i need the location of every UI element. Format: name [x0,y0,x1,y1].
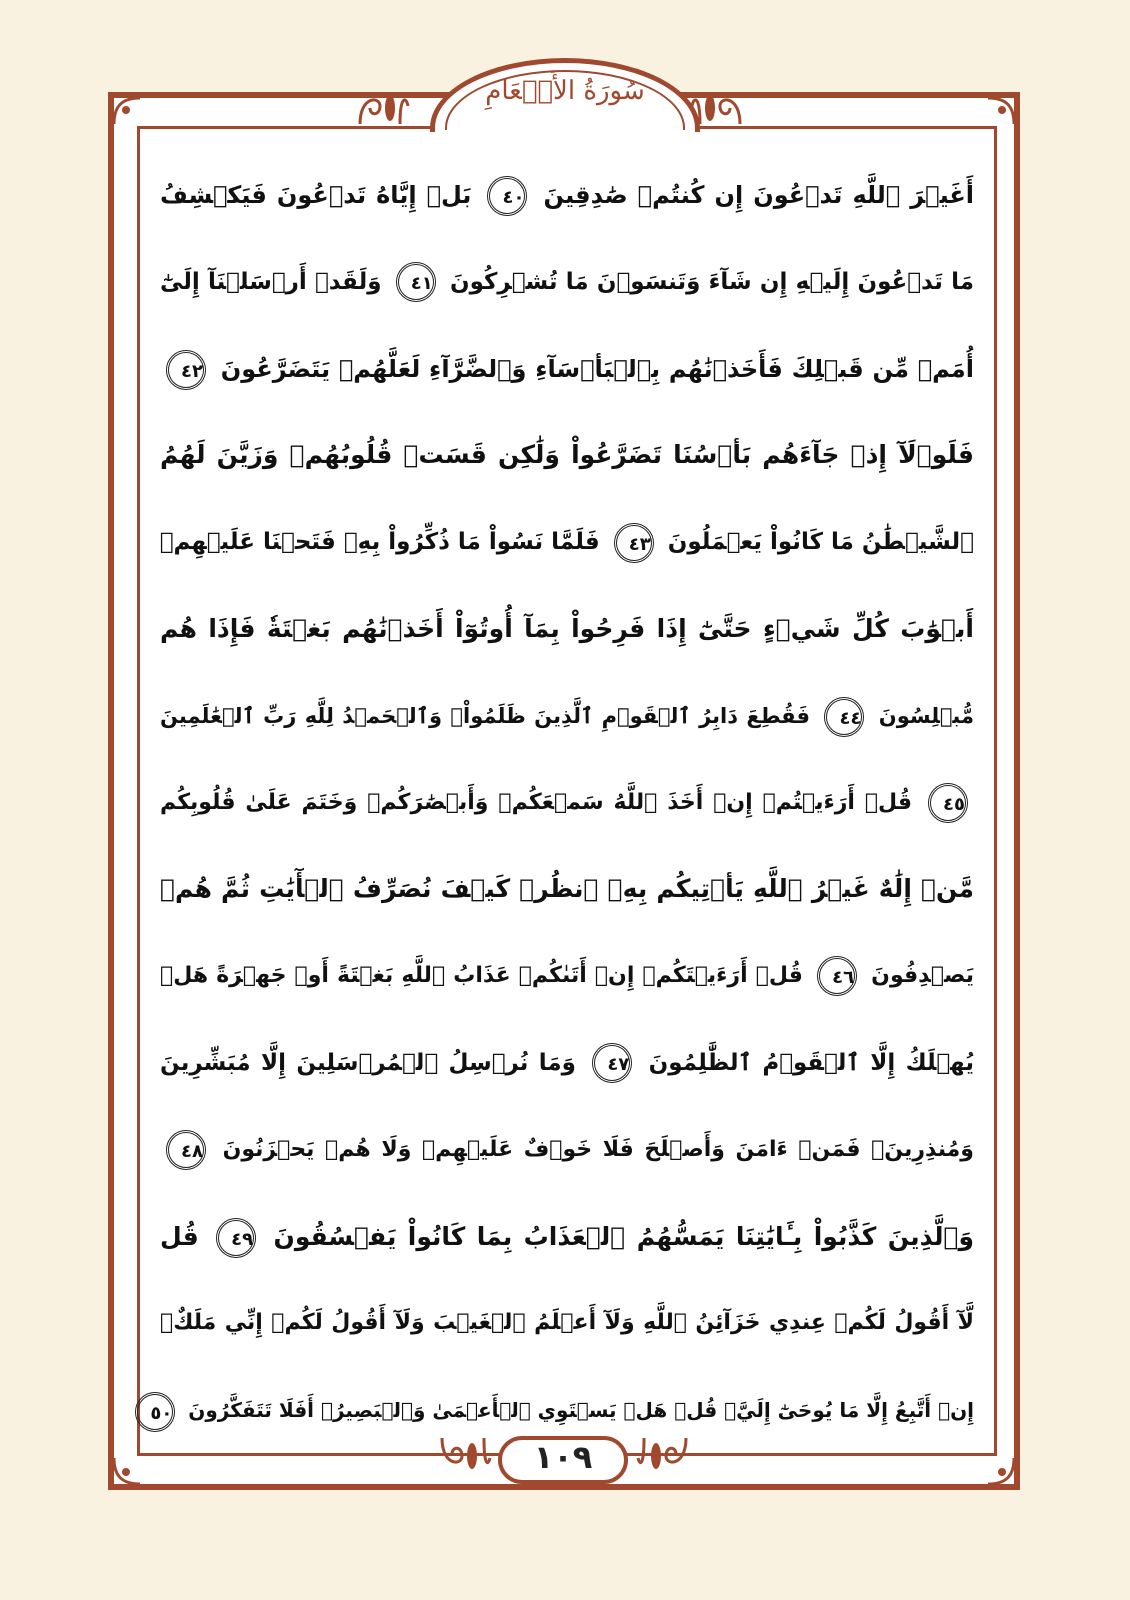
verse-line: يُهۡلَكُ إِلَّا ٱلۡقَوۡمُ ٱلظَّٰلِمُونَ ٤٧ وَمَا نُرۡسِلُ ٱلۡمُرۡسَلِينَ إِلَّا مُبَشِّرِينَ [160,1020,974,1107]
ayah-number-marker: ٤١ [396,262,436,302]
verse-line: مَا تَدۡعُونَ إِلَيۡهِ إِن شَآءَ وَتَنسَوۡنَ مَا تُشۡرِكُونَ ٤١ وَلَقَدۡ أَرۡسَلۡنَآ إِلَىٰٓ [160,239,974,326]
ayah-number-marker: ٤٦ [817,956,857,996]
corner-ornament-icon [986,96,1016,126]
page-number: ١٠٩ [533,1438,593,1476]
verse-line: ٤٥ قُلۡ أَرَءَيۡتُمۡ إِنۡ أَخَذَ ٱللَّهُ سَمۡعَكُمۡ وَأَبۡصَٰرَكُمۡ وَخَتَمَ عَلَىٰ قُلُوبِكُم [160,760,974,847]
header-left-ornament-icon [350,86,410,126]
verse-line: فَلَوۡلَآ إِذۡ جَآءَهُم بَأۡسُنَا تَضَرَّعُواْ وَلَٰكِن قَسَتۡ قُلُوبُهُمۡ وَزَيَّنَ لَهُمُ [160,440,974,470]
verse-line: أُمَمٖ مِّن قَبۡلِكَ فَأَخَذۡنَٰهُم بِٱلۡبَأۡسَآءِ وَٱلضَّرَّآءِ لَعَلَّهُمۡ يَتَضَرَّعُونَ ٤٢ [160,326,974,413]
corner-ornament-icon [112,96,142,126]
ayah-number-marker: ٤٩ [216,1218,256,1258]
verse-line: أَبۡوَٰبَ كُلِّ شَيۡءٍ حَتَّىٰٓ إِذَا فَرِحُواْ بِمَآ أُوتُوٓاْ أَخَذۡنَٰهُم بَغۡتَةٗ فَإِذَا هُم [160,613,974,643]
verse-line: مُّبۡلِسُونَ ٤٤ فَقُطِعَ دَابِرُ ٱلۡقَوۡمِ ٱلَّذِينَ ظَلَمُواْۚ وَٱلۡحَمۡدُ لِلَّهِ رَبِّ ٱلۡعَٰلَمِينَ [160,673,974,760]
verse-line: إِنۡ أَتَّبِعُ إِلَّا مَا يُوحَىٰٓ إِلَيَّۚ قُلۡ هَلۡ يَسۡتَوِي ٱلۡأَعۡمَىٰ وَٱلۡبَصِيرُۚ أَفَلَا تَتَفَكَّرُونَ ٥٠ [160,1367,974,1454]
ayah-number-marker: ٤٢ [166,350,206,390]
verse-line: يَصۡدِفُونَ ٤٦ قُلۡ أَرَءَيۡتَكُمۡ إِنۡ أَتَىٰكُمۡ عَذَابُ ٱللَّهِ بَغۡتَةً أَوۡ جَهۡرَةً هَلۡ [160,933,974,1020]
verse-line: مَّنۡ إِلَٰهٌ غَيۡرُ ٱللَّهِ يَأۡتِيكُم بِهِۗ ٱنظُرۡ كَيۡفَ نُصَرِّفُ ٱلۡأٓيَٰتِ ثُمَّ هُمۡ [160,874,974,904]
ayah-number-marker: ٤٠ [487,176,527,216]
ayah-number-marker: ٤٧ [592,1043,632,1083]
verse-line: لَّآ أَقُولُ لَكُمۡ عِندِي خَزَآئِنُ ٱللَّهِ وَلَآ أَعۡلَمُ ٱلۡغَيۡبَ وَلَآ أَقُولُ لَكُمۡ إِنِّي مَلَكٌۖ [160,1310,974,1336]
ayah-number-marker: ٥٠ [135,1392,175,1432]
ayah-number-marker: ٤٤ [824,697,864,737]
verse-line: وَمُنذِرِينَۖ فَمَنۡ ءَامَنَ وَأَصۡلَحَ فَلَا خَوۡفٌ عَلَيۡهِمۡ وَلَا هُمۡ يَحۡزَنُونَ ٤٨ [160,1107,974,1194]
surah-title: سُورَةُ الأَنۡعَامِ [485,76,645,106]
corner-ornament-icon [986,1456,1016,1486]
verse-line: أَغَيۡرَ ٱللَّهِ تَدۡعُونَ إِن كُنتُمۡ صَٰدِقِينَ ٤٠ بَلۡ إِيَّاهُ تَدۡعُونَ فَيَكۡشِفُ [160,152,974,239]
verse-line: ٱلشَّيۡطَٰنُ مَا كَانُواْ يَعۡمَلُونَ ٤٣ فَلَمَّا نَسُواْ مَا ذُكِّرُواْ بِهِۦ فَتَحۡنَا عَلَيۡهِمۡ [160,499,974,586]
ayah-number-marker: ٤٨ [166,1130,206,1170]
ayah-number-marker: ٤٥ [928,783,968,823]
verse-line: وَٱلَّذِينَ كَذَّبُواْ بِـَٔايَٰتِنَا يَمَسُّهُمُ ٱلۡعَذَابُ بِمَا كَانُواْ يَفۡسُقُونَ ٤٩ قُل [160,1194,974,1281]
quran-text-block [150,152,975,1454]
corner-ornament-icon [112,1456,142,1486]
ayah-number-marker: ٤٣ [614,523,654,563]
